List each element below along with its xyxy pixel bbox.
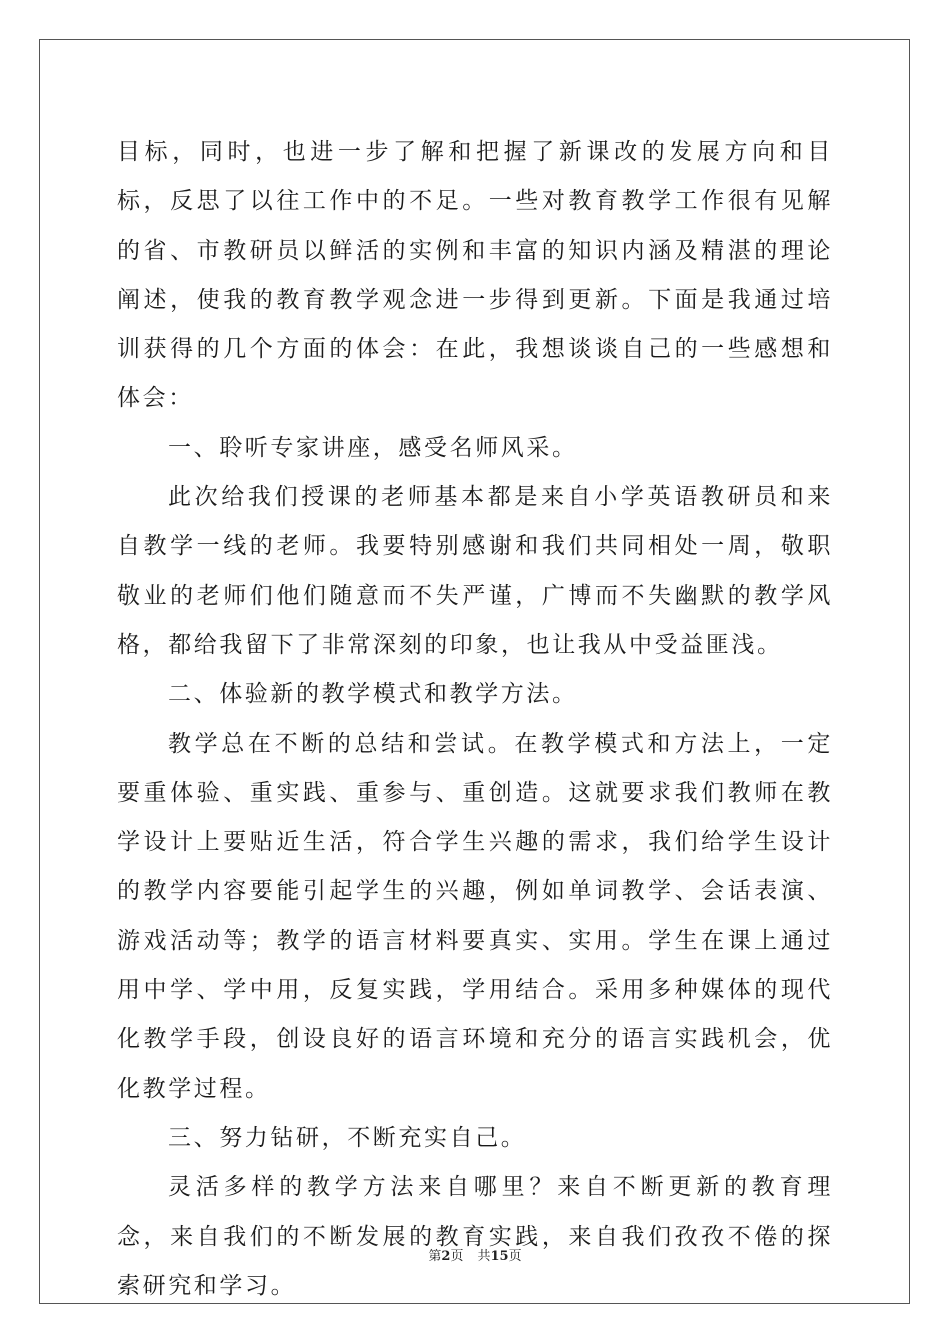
page-number: 2 <box>441 1249 451 1264</box>
paragraph-2: 此次给我们授课的老师基本都是来自小学英语教研员和来自教学一线的老师。我要特别感谢和我们共同相处一周，敬职敬业的老师们他们随意而不失严谨，广博而不失幽默的教学风格，都给我留下了非常深刻的印象，也让我从中受益匪浅。 <box>117 484 833 658</box>
document-body <box>117 128 833 1311</box>
total-pages: 15 <box>490 1249 509 1264</box>
total-prefix: 共 <box>477 1249 491 1264</box>
paragraph-3: 教学总在不断的总结和尝试。在教学模式和方法上，一定要重体验、重实践、重参与、重创造。这就要求我们教师在教学设计上要贴近生活，符合学生兴趣的需求，我们给学生设计的教学内容要能引起学生的兴趣，例如单词教学、会话表演、游戏活动等；教学的语言材料要真实、实用。学生在课上通过用中学、学中用，反复实践，学用结合。采用多种媒体的现代化教学手段，创设良好的语言环境和充分的语言实践机会，优化教学过程。 <box>117 730 833 1102</box>
section-heading-1: 一、聆听专家讲座，感受名师风采。 <box>168 434 578 461</box>
page-footer <box>0 1245 950 1264</box>
total-suffix: 页 <box>508 1249 522 1264</box>
paragraph-1: 目标，同时，也进一步了解和把握了新课改的发展方向和目标，反思了以往工作中的不足。一些对教育教学工作很有见解的省、市教研员以鲜活的实例和丰富的知识内涵及精湛的理论阐述，使我的教育教学观念进一步得到更新。下面是我通过培训获得的几个方面的体会：在此，我想谈谈自己的一些感想和体会： <box>117 139 833 412</box>
section-heading-3: 三、努力钻研，不断充实自己。 <box>168 1124 527 1151</box>
page-suffix: 页 <box>450 1249 464 1264</box>
page-prefix: 第 <box>428 1249 442 1264</box>
paragraph-4: 灵活多样的教学方法来自哪里？来自不断更新的教育理念，来自我们的不断发展的教育实践，来自我们孜孜不倦的探索研究和学习。 <box>117 1174 833 1299</box>
section-heading-2: 二、体验新的教学模式和教学方法。 <box>168 681 578 708</box>
